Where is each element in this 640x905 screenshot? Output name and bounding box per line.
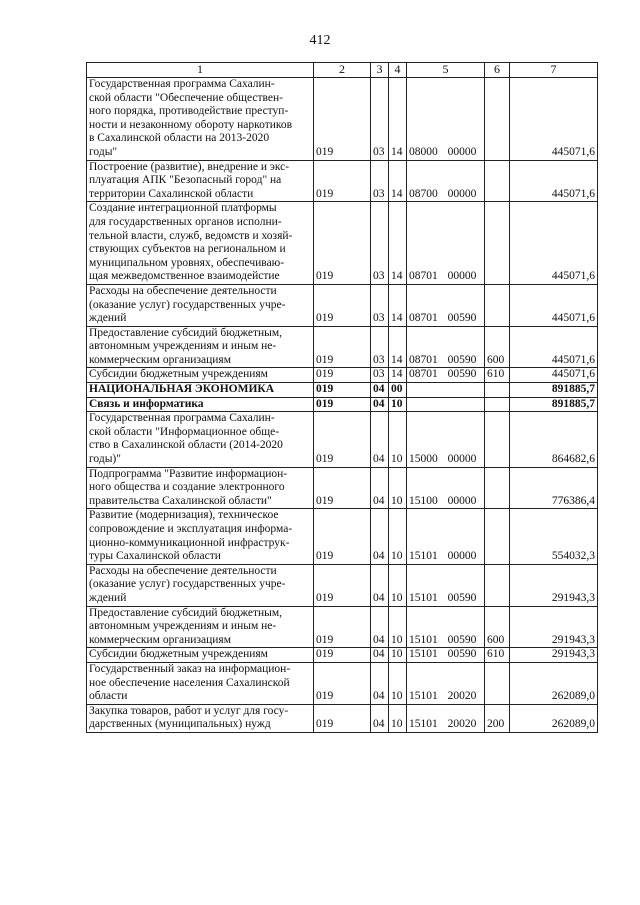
row-section-cell: 03 [371, 368, 389, 383]
table-row [87, 509, 598, 564]
row-subsection-cell: 10 [389, 509, 407, 564]
table-row [87, 467, 598, 509]
row-expense-type-cell: 200 [485, 704, 510, 732]
row-section-cell: 03 [371, 160, 389, 202]
row-section-cell: 04 [371, 704, 389, 732]
row-name-cell: Расходы на обеспечение деятельности (оказание услуг) государственных учре- ждений [87, 564, 314, 606]
row-target-cell: 15101 00590 [407, 564, 485, 606]
row-subsection-cell: 14 [389, 326, 407, 368]
row-expense-type-cell [485, 564, 510, 606]
row-target-cell: 08701 00590 [407, 284, 485, 326]
row-section-cell: 04 [371, 648, 389, 663]
row-section-cell: 03 [371, 326, 389, 368]
row-ministry-cell: 019 [314, 509, 371, 564]
row-expense-type-cell [485, 397, 510, 412]
row-expense-type-cell: 600 [485, 326, 510, 368]
row-ministry-cell: 019 [314, 397, 371, 412]
column-header-subsection: 4 [389, 63, 407, 78]
column-header-expense-type: 6 [485, 63, 510, 78]
row-amount-cell: 262089,0 [510, 662, 598, 704]
row-target-cell [407, 397, 485, 412]
row-target-cell [407, 383, 485, 398]
row-target-cell: 15000 00000 [407, 412, 485, 467]
row-target-cell: 15101 00000 [407, 509, 485, 564]
row-amount-cell: 445071,6 [510, 202, 598, 285]
row-expense-type-cell [485, 202, 510, 285]
column-header-target: 5 [407, 63, 485, 78]
page-number: 412 [309, 33, 331, 48]
row-name-cell: Подпрограмма "Развитие информацион- ного общества и создание электронного правительства Сахалинской области" [87, 467, 314, 509]
row-expense-type-cell: 610 [485, 368, 510, 383]
table-row [87, 202, 598, 285]
row-amount-cell: 776386,4 [510, 467, 598, 509]
row-target-cell: 15101 00590 [407, 648, 485, 663]
row-expense-type-cell [485, 509, 510, 564]
row-subsection-cell: 14 [389, 284, 407, 326]
row-amount-cell: 291943,3 [510, 648, 598, 663]
row-amount-cell: 445071,6 [510, 326, 598, 368]
table-row [87, 383, 598, 398]
row-amount-cell: 554032,3 [510, 509, 598, 564]
row-name-cell: Связь и информатика [87, 397, 314, 412]
row-ministry-cell: 019 [314, 383, 371, 398]
row-name-cell: Субсидии бюджетным учреждениям [87, 368, 314, 383]
table-row [87, 78, 598, 161]
row-expense-type-cell [485, 284, 510, 326]
row-expense-type-cell [485, 412, 510, 467]
row-amount-cell: 445071,6 [510, 284, 598, 326]
table-row [87, 412, 598, 467]
row-name-cell: Развитие (модернизация), техническое сопровождение и эксплуатация информа- ционно-коммуникационной инфраструк- туры Сахалинской области [87, 509, 314, 564]
table-row [87, 397, 598, 412]
row-amount-cell: 891885,7 [510, 383, 598, 398]
row-section-cell: 04 [371, 397, 389, 412]
row-target-cell: 15100 00000 [407, 467, 485, 509]
table-row [87, 648, 598, 663]
row-section-cell: 03 [371, 202, 389, 285]
column-header-amount: 7 [510, 63, 598, 78]
row-ministry-cell: 019 [314, 160, 371, 202]
table-row [87, 662, 598, 704]
row-subsection-cell: 10 [389, 648, 407, 663]
row-expense-type-cell [485, 467, 510, 509]
row-target-cell: 15101 20020 [407, 662, 485, 704]
row-target-cell: 08701 00000 [407, 202, 485, 285]
table-row [87, 704, 598, 732]
row-ministry-cell: 019 [314, 564, 371, 606]
row-expense-type-cell: 600 [485, 606, 510, 648]
row-subsection-cell: 10 [389, 397, 407, 412]
row-amount-cell: 291943,3 [510, 606, 598, 648]
table-row [87, 564, 598, 606]
row-section-cell: 04 [371, 467, 389, 509]
row-name-cell: Расходы на обеспечение деятельности (оказание услуг) государственных учре- ждений [87, 284, 314, 326]
row-subsection-cell: 10 [389, 467, 407, 509]
row-section-cell: 04 [371, 383, 389, 398]
table-row [87, 160, 598, 202]
row-amount-cell: 291943,3 [510, 564, 598, 606]
row-expense-type-cell [485, 160, 510, 202]
row-subsection-cell: 10 [389, 564, 407, 606]
row-expense-type-cell [485, 662, 510, 704]
header-row [87, 63, 598, 78]
row-amount-cell: 891885,7 [510, 397, 598, 412]
row-name-cell: НАЦИОНАЛЬНАЯ ЭКОНОМИКА [87, 383, 314, 398]
row-target-cell: 08701 00590 [407, 368, 485, 383]
row-section-cell: 04 [371, 412, 389, 467]
row-ministry-cell: 019 [314, 704, 371, 732]
row-name-cell: Предоставление субсидий бюджетным, автономным учреждениям и иным не- коммерческим организациям [87, 606, 314, 648]
row-amount-cell: 864682,6 [510, 412, 598, 467]
row-name-cell: Создание интеграционной платформы для государственных органов исполни- тельной власти, служб, ведомств и хозяй- ствующих субъектов на региональном и муниципальном уровнях, обеспечиваю- щая межведомственное взаимодейстие [87, 202, 314, 285]
table-row [87, 284, 598, 326]
row-ministry-cell: 019 [314, 662, 371, 704]
row-target-cell: 08000 00000 [407, 78, 485, 161]
row-target-cell: 15101 20020 [407, 704, 485, 732]
row-subsection-cell: 10 [389, 412, 407, 467]
table-row [87, 368, 598, 383]
budget-table [86, 62, 598, 733]
row-ministry-cell: 019 [314, 648, 371, 663]
row-subsection-cell: 14 [389, 78, 407, 161]
column-header-name: 1 [87, 63, 314, 78]
row-subsection-cell: 10 [389, 704, 407, 732]
row-target-cell: 15101 00590 [407, 606, 485, 648]
row-ministry-cell: 019 [314, 202, 371, 285]
row-ministry-cell: 019 [314, 606, 371, 648]
row-subsection-cell: 10 [389, 606, 407, 648]
row-subsection-cell: 00 [389, 383, 407, 398]
row-name-cell: Государственная программа Сахалин- ской области "Обеспечение обществен- ного порядка, противодействие преступ- ности и незаконному обороту наркотиков в Сахалинской области на 2013-2020 годы" [87, 78, 314, 161]
row-name-cell: Предоставление субсидий бюджетным, автономным учреждениям и иным не- коммерческим организациям [87, 326, 314, 368]
row-name-cell: Субсидии бюджетным учреждениям [87, 648, 314, 663]
row-subsection-cell: 10 [389, 662, 407, 704]
row-section-cell: 03 [371, 284, 389, 326]
row-ministry-cell: 019 [314, 467, 371, 509]
table-row [87, 606, 598, 648]
row-ministry-cell: 019 [314, 326, 371, 368]
column-header-ministry: 2 [314, 63, 371, 78]
row-amount-cell: 262089,0 [510, 704, 598, 732]
row-amount-cell: 445071,6 [510, 160, 598, 202]
row-subsection-cell: 14 [389, 368, 407, 383]
row-amount-cell: 445071,6 [510, 368, 598, 383]
row-section-cell: 03 [371, 78, 389, 161]
row-subsection-cell: 14 [389, 160, 407, 202]
row-expense-type-cell [485, 383, 510, 398]
row-section-cell: 04 [371, 606, 389, 648]
row-amount-cell: 445071,6 [510, 78, 598, 161]
row-section-cell: 04 [371, 662, 389, 704]
row-subsection-cell: 14 [389, 202, 407, 285]
column-header-section: 3 [371, 63, 389, 78]
row-expense-type-cell [485, 78, 510, 161]
row-ministry-cell: 019 [314, 284, 371, 326]
row-target-cell: 08700 00000 [407, 160, 485, 202]
table-body [87, 78, 598, 733]
row-section-cell: 04 [371, 564, 389, 606]
row-ministry-cell: 019 [314, 412, 371, 467]
row-section-cell: 04 [371, 509, 389, 564]
row-expense-type-cell: 610 [485, 648, 510, 663]
row-name-cell: Государственная программа Сахалин- ской области "Информационное обще- ство в Сахалинской области (2014-2020 годы)" [87, 412, 314, 467]
row-target-cell: 08701 00590 [407, 326, 485, 368]
row-name-cell: Построение (развитие), внедрение и экс- плуатация АПК "Безопасный город" на территории Сахалинской области [87, 160, 314, 202]
table-row [87, 326, 598, 368]
row-name-cell: Государственный заказ на информацион- ное обеспечение населения Сахалинской области [87, 662, 314, 704]
row-ministry-cell: 019 [314, 78, 371, 161]
row-name-cell: Закупка товаров, работ и услуг для госу- дарственных (муниципальных) нужд [87, 704, 314, 732]
row-ministry-cell: 019 [314, 368, 371, 383]
